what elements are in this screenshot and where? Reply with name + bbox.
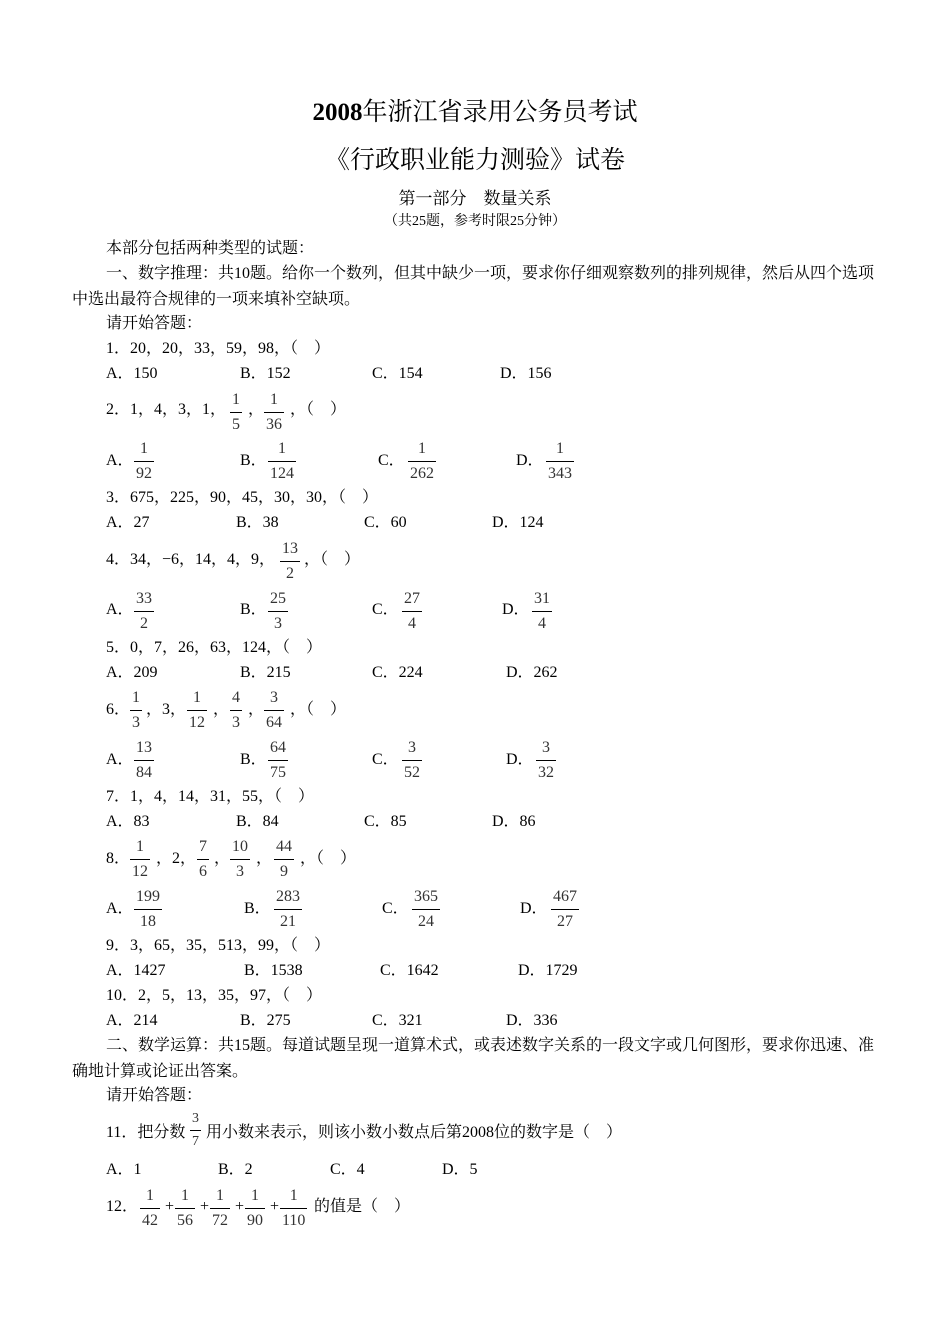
- q6-option-c-label: C．: [372, 751, 399, 768]
- fraction-bar: [245, 1208, 265, 1209]
- numerator: 1: [181, 1187, 189, 1204]
- q7-option-d: D．86: [492, 813, 536, 830]
- denominator: 18: [140, 913, 156, 930]
- denominator: 75: [270, 764, 286, 781]
- denominator: 12: [132, 863, 148, 880]
- fraction-bar: [402, 611, 422, 612]
- q11-option-c: C．4: [330, 1161, 365, 1178]
- plus-sign: +: [235, 1198, 245, 1215]
- q12-fraction-4: [245, 1188, 265, 1229]
- fraction-bar: [210, 1208, 230, 1209]
- q8-fraction-2: [197, 839, 209, 880]
- fraction-bar: [134, 461, 154, 462]
- q12-fraction-3: [210, 1188, 230, 1229]
- fraction-bar: [140, 1208, 160, 1209]
- fraction-bar: [268, 760, 288, 761]
- numerator: 4: [232, 689, 240, 706]
- q8-stem-tail: ，（ ）: [300, 850, 357, 867]
- fraction-bar: [408, 461, 436, 462]
- q1-option-c: C．154: [372, 365, 423, 382]
- q8-stem-start: 8．: [106, 850, 131, 867]
- q7-option-a: A．83: [106, 813, 150, 830]
- numerator: 1: [232, 391, 240, 408]
- q5-option-b: B．215: [240, 664, 291, 681]
- numerator: 1: [216, 1187, 224, 1204]
- q5-option-d: D．262: [506, 664, 558, 681]
- fraction-bar: [551, 909, 579, 910]
- fraction-bar: [264, 412, 284, 413]
- q7-option-b: B．84: [236, 813, 279, 830]
- numerator: 1: [140, 440, 148, 457]
- fraction-bar: [130, 859, 150, 860]
- numerator: 1: [132, 689, 140, 706]
- denominator: 3: [236, 863, 244, 880]
- numerator: 13: [282, 540, 298, 557]
- q9-option-b: B．1538: [244, 962, 303, 979]
- q8-option-c-fraction: [412, 889, 440, 930]
- numerator: 1: [270, 391, 278, 408]
- q10-option-b: B．275: [240, 1012, 291, 1029]
- q2-option-c-label: C．: [378, 452, 405, 469]
- denominator: 343: [548, 465, 572, 482]
- q8-option-a-label: A．: [106, 900, 134, 917]
- q2-fraction-2: [264, 392, 284, 433]
- denominator: 12: [189, 714, 205, 731]
- q11-stem-end: 用小数来表示，则该小数小数点后第2008位的数字是（ ）: [206, 1124, 623, 1141]
- q6-option-c-fraction: [402, 740, 422, 781]
- fraction-bar: [134, 611, 154, 612]
- section2-start: 请开始答题：: [106, 1087, 203, 1104]
- numerator: 3: [270, 689, 278, 706]
- q2-option-a-fraction: [134, 441, 154, 482]
- q7-option-c: C．85: [364, 813, 407, 830]
- denominator: 3: [274, 615, 282, 632]
- q3-stem: 3．675，225，90，45，30，30，（ ）: [106, 489, 379, 506]
- q8-option-b-label: B．: [244, 900, 271, 917]
- denominator: 90: [247, 1212, 263, 1229]
- denominator: 4: [408, 615, 416, 632]
- q6-stem-start: 6．: [106, 701, 131, 718]
- q2-fraction-1: [230, 392, 242, 433]
- fraction-bar: [274, 909, 302, 910]
- numerator: 44: [276, 838, 292, 855]
- q12-label: 12．: [106, 1198, 139, 1215]
- q6-fraction-4: [264, 690, 284, 731]
- q4-fraction-1: [280, 541, 300, 582]
- fraction-bar: [134, 760, 154, 761]
- numerator: 1: [278, 440, 286, 457]
- q8-separator-2: ，: [214, 850, 231, 867]
- fraction-bar: [134, 909, 162, 910]
- q4-option-b-fraction: [268, 591, 288, 632]
- numerator: 64: [270, 739, 286, 756]
- q4-stem-tail: ，（ ）: [304, 551, 361, 568]
- part-note: （共25题，参考时限25分钟）: [384, 214, 566, 229]
- numerator: 25: [270, 590, 286, 607]
- plus-sign: +: [165, 1198, 175, 1215]
- denominator: 24: [418, 913, 434, 930]
- intro-text: 本部分包括两种类型的试题：: [106, 240, 315, 257]
- denominator: 5: [232, 416, 240, 433]
- q9-stem: 9．3，65，35，513，99，（ ）: [106, 937, 331, 954]
- denominator: 3: [132, 714, 140, 731]
- q12-fraction-5: [280, 1188, 307, 1229]
- q3-option-d: D．124: [492, 514, 544, 531]
- fraction-bar: [268, 461, 296, 462]
- numerator: 1: [193, 689, 201, 706]
- numerator: 365: [414, 888, 438, 905]
- denominator: 7: [192, 1134, 199, 1149]
- numerator: 199: [136, 888, 160, 905]
- numerator: 31: [534, 590, 550, 607]
- q5-option-a: A．209: [106, 664, 158, 681]
- denominator: 92: [136, 465, 152, 482]
- q8-option-d-label: D．: [520, 900, 548, 917]
- q4-option-d-fraction: [532, 591, 552, 632]
- q2-option-b-fraction: [268, 441, 296, 482]
- q2-option-d-label: D．: [516, 452, 544, 469]
- denominator: 21: [280, 913, 296, 930]
- denominator: 110: [282, 1212, 306, 1229]
- q1-option-d: D．156: [500, 365, 552, 382]
- q4-stem-start: 4．34，−6，14，4，9，: [106, 551, 276, 568]
- q2-option-c-fraction: [408, 441, 436, 482]
- q4-option-a-label: A．: [106, 601, 134, 618]
- q6-fraction-3: [230, 690, 242, 731]
- denominator: 72: [212, 1212, 228, 1229]
- denominator: 9: [280, 863, 288, 880]
- numerator: 1: [556, 440, 564, 457]
- denominator: 32: [538, 764, 554, 781]
- q11-option-b: B．2: [218, 1161, 253, 1178]
- numerator: 1: [146, 1187, 154, 1204]
- denominator: 2: [286, 565, 294, 582]
- q6-separator-2: ，: [213, 701, 230, 718]
- q11-stem-start: 11．把分数: [106, 1124, 186, 1141]
- numerator: 283: [276, 888, 300, 905]
- q6-separator-1: ，3，: [146, 701, 187, 718]
- q1-option-a: A．150: [106, 365, 158, 382]
- fraction-bar: [280, 1208, 307, 1209]
- q9-option-d: D．1729: [518, 962, 578, 979]
- q1-option-b: B．152: [240, 365, 291, 382]
- q10-stem: 10．2，5，13，35，97，（ ）: [106, 987, 323, 1004]
- numerator: 3: [192, 1111, 199, 1126]
- title-year: 2008: [312, 99, 363, 126]
- q8-fraction-1: [130, 839, 150, 880]
- q2-option-a-label: A．: [106, 452, 134, 469]
- title-rest: 年浙江省录用公务员考试: [362, 99, 638, 126]
- fraction-bar: [402, 760, 422, 761]
- q3-option-c: C．60: [364, 514, 407, 531]
- fraction-bar: [268, 611, 288, 612]
- q8-separator-3: ，: [256, 850, 273, 867]
- numerator: 3: [542, 739, 550, 756]
- q3-option-a: A．27: [106, 514, 150, 531]
- numerator: 10: [232, 838, 248, 855]
- part-heading: 第一部分 数量关系: [398, 189, 552, 208]
- denominator: 3: [232, 714, 240, 731]
- q11-fraction: [190, 1112, 201, 1149]
- q4-option-b-label: B．: [240, 601, 267, 618]
- denominator: 124: [270, 465, 294, 482]
- q4-option-c-label: C．: [372, 601, 399, 618]
- denominator: 6: [199, 863, 207, 880]
- fraction-bar: [230, 412, 242, 413]
- q4-option-d-label: D．: [502, 601, 530, 618]
- q2-comma: ，: [248, 401, 265, 418]
- q6-option-d-label: D．: [506, 751, 534, 768]
- numerator: 33: [136, 590, 152, 607]
- denominator: 52: [404, 764, 420, 781]
- q8-fraction-3: [230, 839, 250, 880]
- plus-sign: +: [200, 1198, 210, 1215]
- q8-option-b-fraction: [274, 889, 302, 930]
- q8-option-d-fraction: [551, 889, 579, 930]
- denominator: 84: [136, 764, 152, 781]
- fraction-bar: [546, 461, 574, 462]
- fraction-bar: [274, 859, 294, 860]
- q11-option-a: A．1: [106, 1161, 142, 1178]
- q12-fraction-1: [140, 1188, 160, 1229]
- q10-option-a: A．214: [106, 1012, 158, 1029]
- fraction-bar: [175, 1208, 195, 1209]
- denominator: 56: [177, 1212, 193, 1229]
- section2-description: 二、数学运算：共15题。每道试题呈现一道算术式，或表述数字关系的一段文字或几何图形，要求你迅速、准确地计算或论证出答案。: [72, 1037, 875, 1080]
- numerator: 27: [404, 590, 420, 607]
- q1-stem: 1．20，20，33，59，98，（ ）: [106, 340, 331, 357]
- q6-fraction-1: [130, 690, 142, 731]
- fraction-bar: [264, 710, 284, 711]
- q2-stem-start: 2．1，4，3，1，: [106, 401, 227, 418]
- q6-separator-3: ，: [248, 701, 265, 718]
- fraction-bar: [230, 710, 242, 711]
- numerator: 1: [251, 1187, 259, 1204]
- q6-fraction-2: [187, 690, 207, 731]
- numerator: 3: [408, 739, 416, 756]
- q6-option-a-label: A．: [106, 751, 134, 768]
- fraction-bar: [187, 710, 207, 711]
- numerator: 1: [136, 838, 144, 855]
- plus-sign: +: [270, 1198, 280, 1215]
- q4-option-c-fraction: [402, 591, 422, 632]
- denominator: 64: [266, 714, 282, 731]
- section1-description: 一、数字推理：共10题。给你一个数列，但其中缺少一项，要求你仔细观察数列的排列规律，然后从四个选项中选出最符合规律的一项来填补空缺项。: [72, 265, 875, 308]
- q6-option-a-fraction: [134, 740, 154, 781]
- denominator: 4: [538, 615, 546, 632]
- q9-option-a: A．1427: [106, 962, 166, 979]
- q8-option-c-label: C．: [382, 900, 409, 917]
- q12-fraction-2: [175, 1188, 195, 1229]
- q12-stem-tail: 的值是（ ）: [314, 1198, 411, 1215]
- numerator: 13: [136, 739, 152, 756]
- denominator: 42: [142, 1212, 158, 1229]
- fraction-bar: [536, 760, 556, 761]
- q6-option-b-label: B．: [240, 751, 267, 768]
- numerator: 1: [289, 1187, 298, 1204]
- fraction-bar: [280, 561, 300, 562]
- section1-start: 请开始答题：: [106, 315, 203, 332]
- q7-stem: 7．1，4，14，31，55，（ ）: [106, 788, 315, 805]
- q8-option-a-fraction: [134, 889, 162, 930]
- q2-option-b-label: B．: [240, 452, 267, 469]
- q10-option-d: D．336: [506, 1012, 558, 1029]
- numerator: 467: [553, 888, 577, 905]
- q2-stem-tail: ，（ ）: [290, 401, 347, 418]
- numerator: 7: [199, 838, 207, 855]
- denominator: 2: [140, 615, 148, 632]
- fraction-bar: [130, 710, 142, 711]
- denominator: 27: [557, 913, 573, 930]
- q4-option-a-fraction: [134, 591, 154, 632]
- fraction-bar: [230, 859, 250, 860]
- q9-option-c: C．1642: [380, 962, 439, 979]
- q11-option-d: D．5: [442, 1161, 478, 1178]
- q8-separator-1: ，2，: [156, 850, 197, 867]
- q10-option-c: C．321: [372, 1012, 423, 1029]
- exam-subtitle: 《行政职业能力测验》试卷: [324, 147, 625, 174]
- denominator: 262: [410, 465, 434, 482]
- denominator: 36: [266, 416, 282, 433]
- fraction-bar: [532, 611, 552, 612]
- q2-option-d-fraction: [546, 441, 574, 482]
- q5-stem: 5．0，7，26，63，124，（ ）: [106, 639, 323, 656]
- fraction-bar: [190, 1130, 201, 1131]
- exam-title: [0, 100, 950, 125]
- fraction-bar: [412, 909, 440, 910]
- q8-fraction-4: [274, 839, 294, 880]
- q3-option-b: B．38: [236, 514, 279, 531]
- q5-option-c: C．224: [372, 664, 423, 681]
- q6-option-d-fraction: [536, 740, 556, 781]
- q6-stem-tail: ，（ ）: [290, 701, 347, 718]
- numerator: 1: [418, 440, 426, 457]
- q6-option-b-fraction: [268, 740, 288, 781]
- fraction-bar: [197, 859, 209, 860]
